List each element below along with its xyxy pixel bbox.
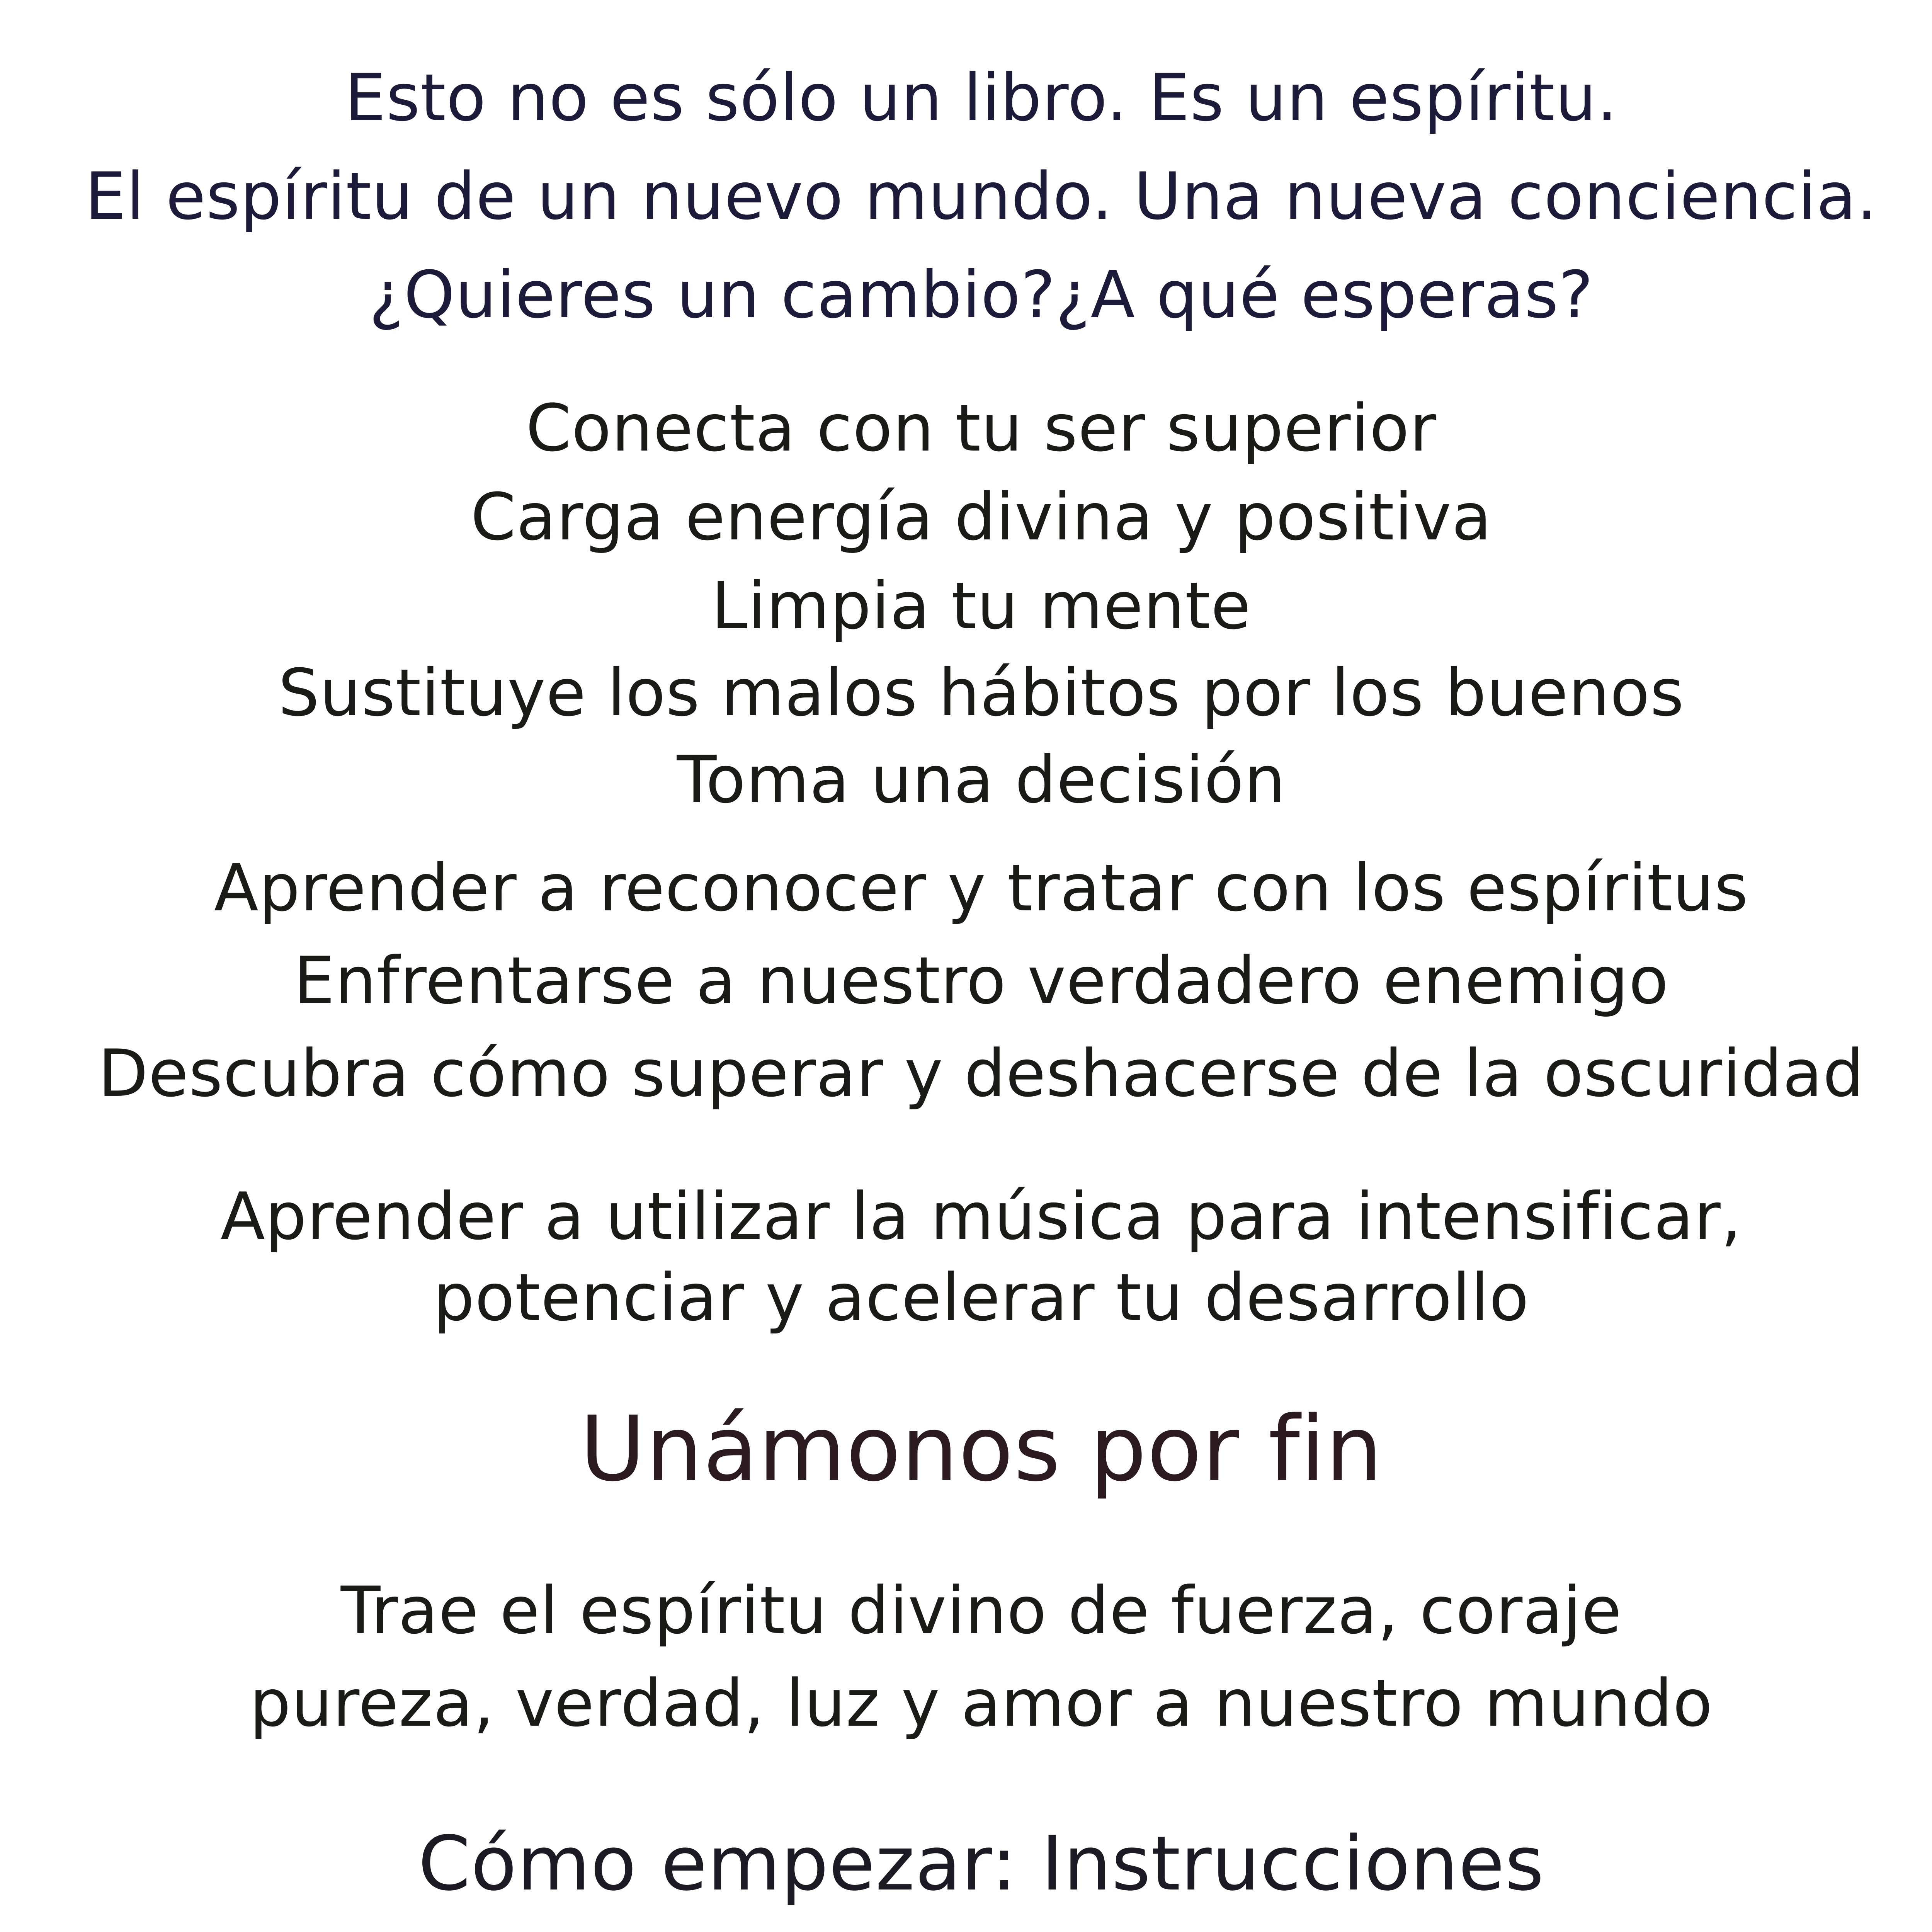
intro-line-1: Esto no es sólo un libro. Es un espíritu.	[345, 60, 1618, 136]
step-line-3: Limpia tu mente	[711, 568, 1252, 644]
intro-line-2: El espíritu de un nuevo mundo. Una nueva conciencia.	[85, 158, 1878, 234]
intro-line-3: ¿Quieres un cambio?¿A qué esperas?	[369, 257, 1594, 333]
instructions-title: Cómo empezar: Instrucciones	[418, 1820, 1544, 1907]
step-line-5: Toma una decisión	[677, 742, 1286, 818]
headline: Unámonos por fin	[580, 1397, 1383, 1501]
step-line-2: Carga energía divina y positiva	[471, 479, 1492, 555]
spirits-line-1: Aprender a reconocer y tratar con los espíritus	[214, 850, 1749, 926]
music-line-1: Aprender a utilizar la música para intensificar,	[220, 1179, 1742, 1254]
music-line-2: potenciar y acelerar tu desarrollo	[433, 1260, 1529, 1335]
step-line-4: Sustituye los malos hábitos por los buenos	[278, 655, 1684, 731]
spirits-line-2: Enfrentarse a nuestro verdadero enemigo	[294, 943, 1669, 1019]
spirits-line-3: Descubra cómo superar y deshacerse de la oscuridad	[98, 1036, 1865, 1111]
bring-line-1: Trae el espíritu divino de fuerza, coraje	[340, 1573, 1622, 1648]
bring-line-2: pureza, verdad, luz y amor a nuestro mundo	[250, 1665, 1713, 1741]
step-line-1: Conecta con tu ser superior	[526, 390, 1437, 466]
